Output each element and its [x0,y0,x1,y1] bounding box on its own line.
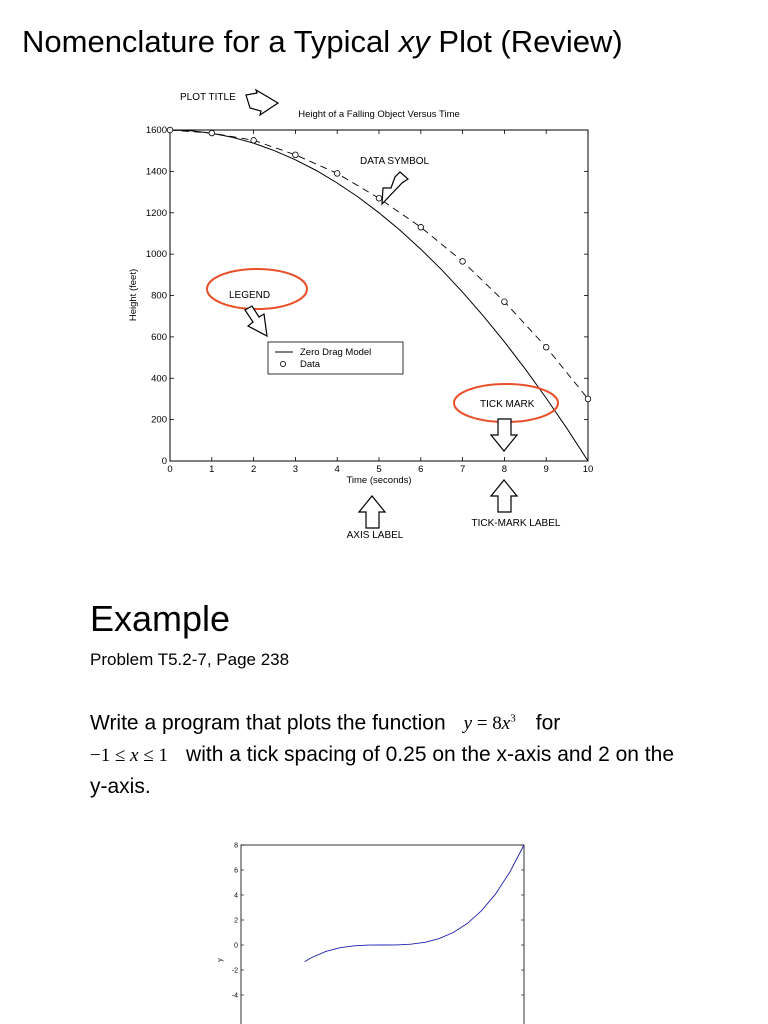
tick-marks [146,125,593,475]
annotation-tick-mark-text: TICK MARK [480,399,535,410]
data-point [376,195,382,201]
annotation-tick-mark-label-text: TICK-MARK LABEL [471,518,561,529]
x-tick-label: 7 [459,464,466,475]
y-tick-label: 0 [161,456,167,467]
y-tick-label: 1600 [145,125,167,136]
arrow-icon [245,306,267,336]
y-tick-label: 8 [234,842,238,850]
y-tick-label: 600 [151,331,167,343]
y-tick-label: -2 [231,967,238,975]
data-point [293,152,299,158]
annotation-plot-title-text: PLOT TITLE [180,92,236,103]
example-problem-ref: Problem T5.2-7, Page 238 [90,650,290,669]
highlight-ellipse [207,269,307,309]
y-tick-label: 0 [234,942,238,950]
y-tick-label: -4 [231,992,238,1000]
arrow-icon [359,496,385,528]
tick-marks [232,843,524,1000]
data-point [251,138,257,144]
y-axis-label: Height (feet) [128,268,139,322]
data-point [418,224,424,230]
y-tick-label: 1000 [145,249,167,261]
annotation-axis-label-text: AXIS LABEL [346,530,404,541]
example-text-3: with a tick spacing of 0.25 on the x-axis and 2 on the y-axis. [90,743,674,799]
legend-entry-data: Data [300,359,321,370]
arrow-icon [491,480,517,512]
annotation-axis-label [347,496,404,541]
arrow-icon [246,90,278,115]
x-tick-label: 5 [376,464,382,475]
annotation-legend-text: LEGEND [229,290,271,301]
annotation-data-symbol [360,156,430,204]
plot-title: Height of a Falling Object Versus Time [298,109,460,120]
slide-title-pre: Nomenclature for a Typical [22,24,399,59]
annotation-tick-mark [454,384,558,451]
example-heading: Example [90,598,231,639]
data-point [209,130,215,136]
x-tick-label: 1 [209,464,215,475]
annotation-data-symbol-text: DATA SYMBOL [360,156,430,167]
y-tick-label: 6 [234,867,238,875]
y-axis-label: y [217,958,224,962]
slide-title-italic: xy [398,24,430,59]
example-text [90,704,690,802]
annotation-plot-title [180,90,278,115]
y-tick-label: 200 [151,414,167,426]
y-tick-label: 1400 [145,166,167,178]
function-formula: $y = 8x^3$ [463,713,516,735]
y-tick-label: 2 [234,917,238,925]
example-text-1: Write a program that plots the function [90,711,446,735]
x-tick-label: 2 [250,464,257,475]
x-tick-label: 9 [543,464,549,475]
curves [305,845,524,962]
x-tick-label: 3 [292,464,299,475]
data-point [167,127,173,133]
x-tick-label: 10 [582,464,594,475]
x-tick-label: 6 [418,464,424,475]
x-axis-label: Time (seconds) [346,475,412,486]
data-point [585,396,591,402]
data-point [502,299,508,305]
legend-entry-model: Zero Drag Model [300,347,372,358]
y-tick-label: 400 [151,373,167,385]
slide-title [22,24,623,60]
data-point [460,259,466,265]
cubic-plot [205,836,535,1024]
falling-object-plot [110,80,610,560]
y-tick-label: 1200 [145,207,167,219]
arrow-icon [491,419,517,451]
x-tick-label: 4 [334,464,340,475]
data-point [543,344,549,350]
x-tick-label: 8 [501,464,508,475]
domain-formula: −1 ≤ x ≤ 1 [90,745,169,767]
y-tick-label: 800 [151,290,167,302]
plot-frame [241,845,524,1024]
example-text-2: for [535,711,561,735]
series-cubic [305,845,524,962]
annotation-tick-mark-label [472,480,561,529]
legend-box [268,342,403,374]
x-tick-label: 0 [167,464,173,475]
y-tick-label: 4 [234,892,238,900]
annotation-legend [207,269,307,336]
data-point [334,171,340,177]
slide-title-post: Plot (Review) [429,24,623,59]
arrow-icon [382,172,408,204]
